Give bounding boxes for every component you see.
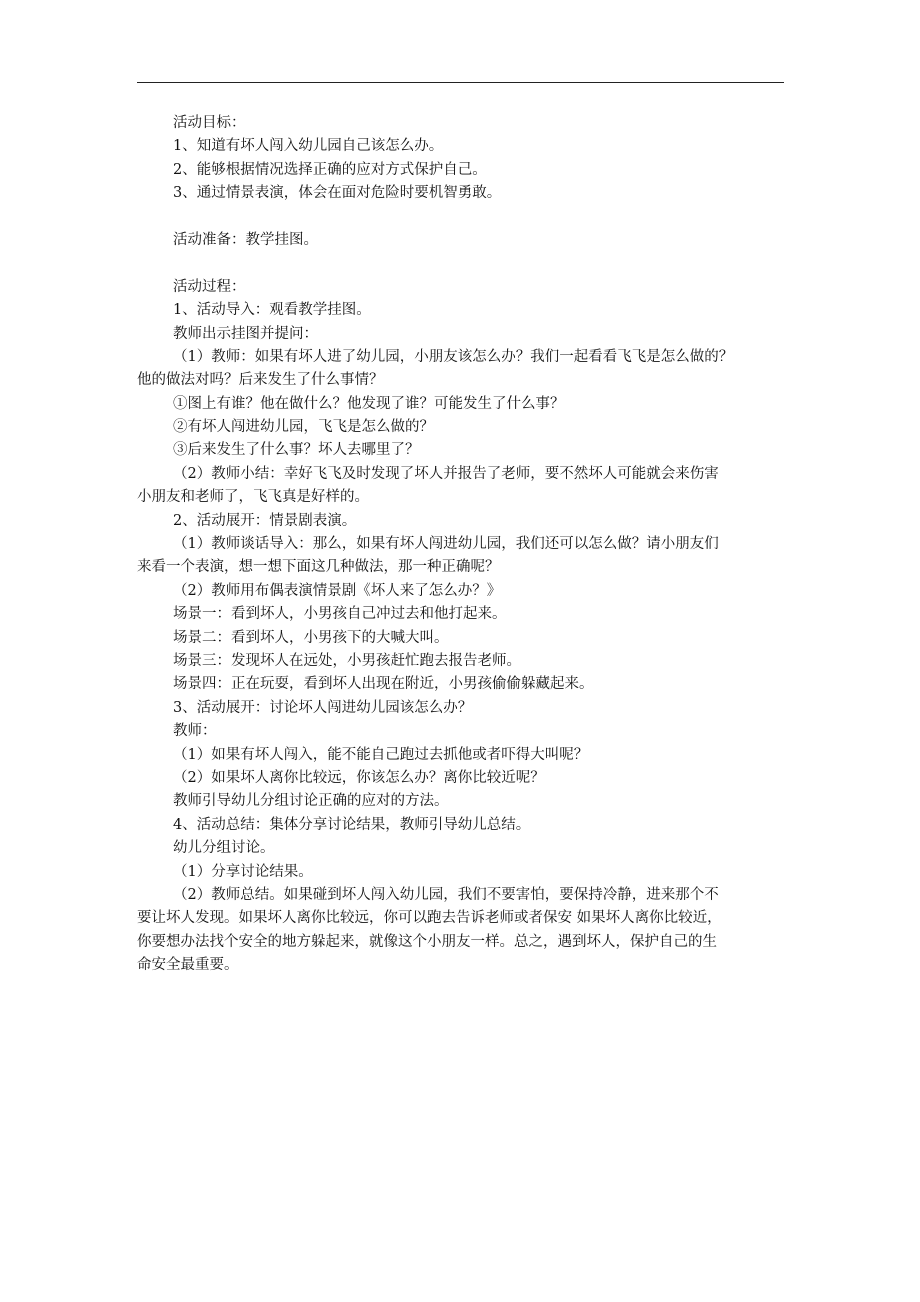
scene-line: 场景三：发现坏人在远处，小男孩赶忙跑去报告老师。 — [173, 652, 521, 669]
goal-item: 1、知道有坏人闯入幼儿园自己该怎么办。 — [173, 138, 444, 155]
paragraph-line: 教师： — [173, 723, 217, 740]
question-line: ①图上有谁？他在做什么？他发现了谁？可能发生了什么事？ — [173, 395, 565, 412]
paragraph-line: （2）教师用布偶表演情景剧《坏人来了怎么办？》 — [173, 582, 502, 599]
scene-line: 场景四：正在玩耍，看到坏人出现在附近，小男孩偷偷躲藏起来。 — [173, 676, 594, 693]
paragraph-line: 小朋友和老师了，飞飞真是好样的。 — [137, 489, 369, 506]
paragraph-line: 他的做法对吗？后来发生了什么事情？ — [137, 372, 384, 389]
process-heading: 活动过程： — [173, 278, 246, 295]
header-rule — [137, 82, 784, 83]
step-heading: 4、活动总结：集体分享讨论结果，教师引导幼儿总结。 — [173, 816, 531, 833]
paragraph-line: 命安全最重要。 — [137, 957, 239, 974]
paragraph-line: （1）教师：如果有坏人进了幼儿园，小朋友该怎么办？我们一起看看飞飞是怎么做的？ — [173, 348, 734, 365]
paragraph-line: （2）如果坏人离你比较远，你该怎么办？离你比较近呢？ — [173, 769, 545, 786]
spacer — [137, 252, 797, 275]
goals-heading: 活动目标： — [173, 115, 246, 131]
paragraph-line: （1）如果有坏人闯入，能不能自己跑过去抓他或者吓得大叫呢？ — [173, 746, 589, 763]
preparation-line: 活动准备：教学挂图。 — [173, 231, 318, 248]
step-heading: 2、活动展开：情景剧表演。 — [173, 512, 357, 529]
paragraph-line: 要让坏人发现。如果坏人离你比较远，你可以跑去告诉老师或者保安 如果坏人离你比较近， — [137, 910, 722, 927]
question-line: ②有坏人闯进幼儿园，飞飞是怎么做的？ — [173, 419, 434, 436]
paragraph-line: 你要想办法找个安全的地方躲起来，就像这个小朋友一样。总之，遇到坏人，保护自己的生 — [137, 933, 717, 950]
document-body — [137, 112, 797, 977]
paragraph-line: 幼儿分组讨论。 — [173, 840, 275, 857]
question-line: ③后来发生了什么事？坏人去哪里了？ — [173, 442, 420, 459]
paragraph-line: 教师引导幼儿分组讨论正确的应对的方法。 — [173, 793, 449, 810]
scene-line: 场景二：看到坏人，小男孩下的大喊大叫。 — [173, 629, 449, 646]
paragraph-line: 教师出示挂图并提问： — [173, 325, 318, 342]
paragraph-line: 来看一个表演，想一想下面这几种做法，那一种正确呢？ — [137, 559, 500, 576]
scene-line: 场景一：看到坏人，小男孩自己冲过去和他打起来。 — [173, 606, 507, 623]
step-heading: 3、活动展开：讨论坏人闯进幼儿园该怎么办？ — [173, 699, 473, 716]
spacer — [137, 206, 797, 229]
paragraph-line: （2）教师总结。如果碰到坏人闯入幼儿园，我们不要害怕，要保持冷静，进来那个不 — [173, 886, 719, 903]
step-heading: 1、活动导入：观看教学挂图。 — [173, 302, 371, 319]
goal-item: 2、能够根据情况选择正确的应对方式保护自己。 — [173, 161, 487, 178]
goal-item: 3、通过情景表演，体会在面对危险时要机智勇敢。 — [173, 185, 502, 202]
paragraph-line: （2）教师小结：幸好飞飞及时发现了坏人并报告了老师，要不然坏人可能就会来伤害 — [173, 465, 719, 482]
paragraph-line: （1）分享讨论结果。 — [173, 863, 313, 880]
paragraph-line: （1）教师谈话导入：那么，如果有坏人闯进幼儿园，我们还可以怎么做？请小朋友们 — [173, 536, 719, 553]
